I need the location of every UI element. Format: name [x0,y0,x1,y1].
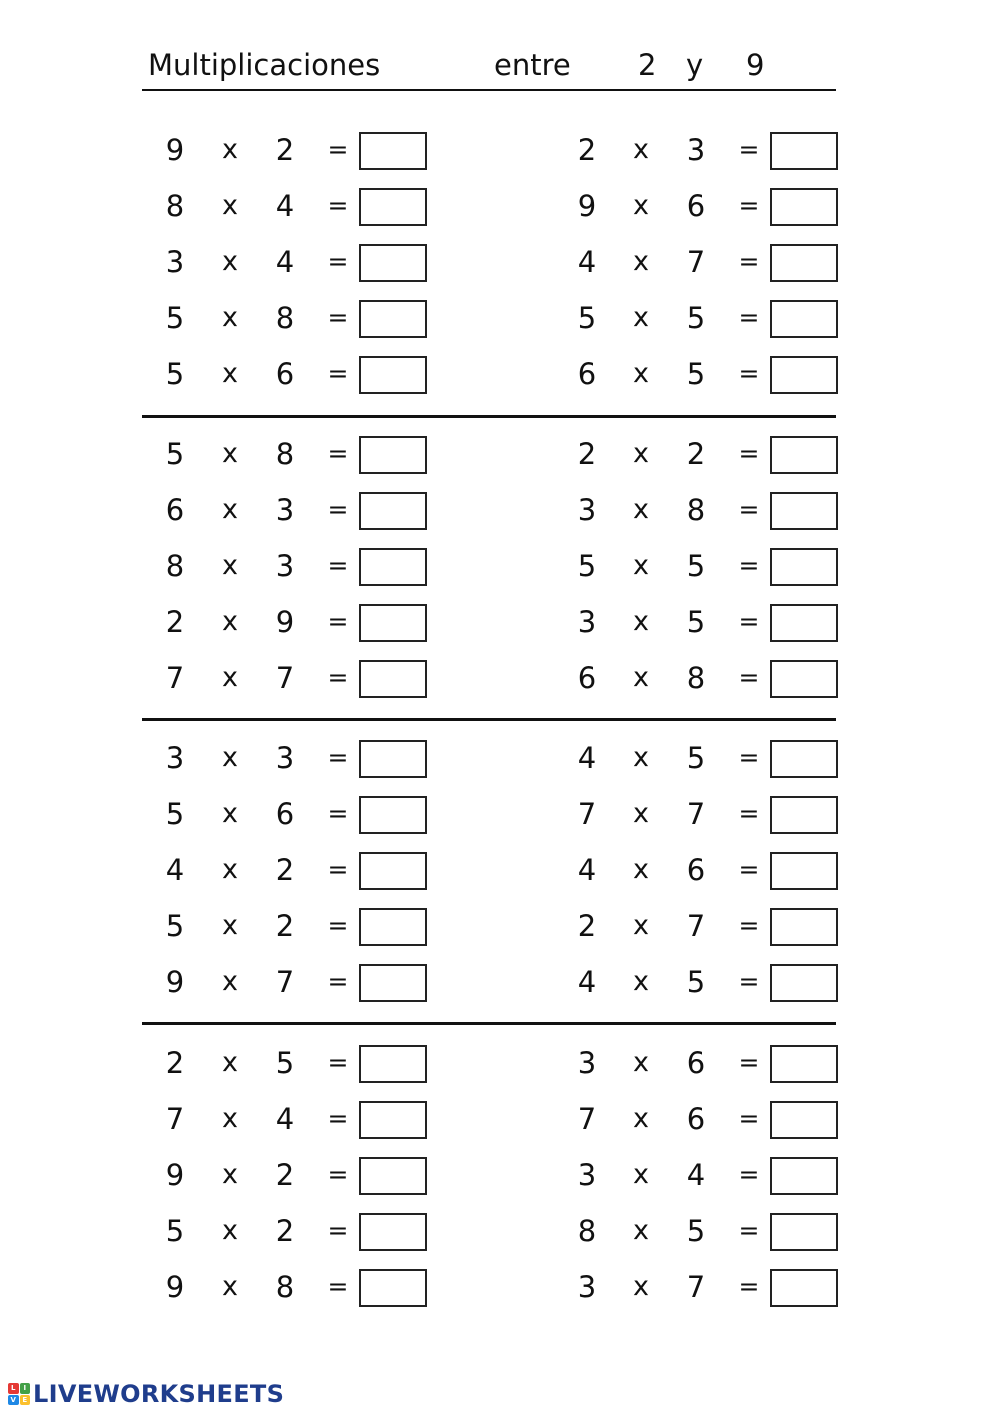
multiplication-problem [0,298,1000,338]
equals-sign: = [327,439,349,468]
second-factor: 8 [275,1270,295,1304]
second-factor: 5 [686,741,706,775]
logo-tile: E [20,1395,31,1406]
times-sign: x [222,1103,238,1134]
times-sign: x [633,494,649,525]
equals-sign: = [327,1048,349,1077]
times-sign: x [633,1159,649,1190]
first-factor: 3 [577,1270,597,1304]
first-factor: 2 [165,605,185,639]
header-conjunction: y [686,48,704,82]
first-factor: 2 [577,437,597,471]
second-factor: 5 [275,1046,295,1080]
multiplication-problem [0,434,1000,474]
equals-sign: = [738,967,760,996]
times-sign: x [222,798,238,829]
times-sign: x [633,966,649,997]
equals-sign: = [738,495,760,524]
multiplication-problem [0,186,1000,226]
first-factor: 4 [577,965,597,999]
logo-tile: I [20,1383,31,1394]
first-factor: 8 [165,549,185,583]
multiplication-problem [0,354,1000,394]
multiplication-problem [0,738,1000,778]
times-sign: x [633,550,649,581]
logo-tile: V [8,1395,19,1406]
first-factor: 9 [165,1270,185,1304]
header-rule [142,89,836,91]
first-factor: 4 [577,853,597,887]
answer-box[interactable] [770,548,838,586]
first-factor: 3 [577,1158,597,1192]
times-sign: x [633,798,649,829]
second-factor: 7 [275,965,295,999]
answer-box[interactable] [770,132,838,170]
first-factor: 9 [165,133,185,167]
multiplication-problem [0,658,1000,698]
equals-sign: = [327,911,349,940]
times-sign: x [633,606,649,637]
second-factor: 3 [686,133,706,167]
multiplication-problem [0,546,1000,586]
times-sign: x [222,1215,238,1246]
first-factor: 7 [577,797,597,831]
answer-box[interactable] [770,740,838,778]
times-sign: x [222,358,238,389]
multiplication-problem [0,1267,1000,1307]
first-factor: 8 [577,1214,597,1248]
times-sign: x [222,742,238,773]
second-factor: 2 [275,1214,295,1248]
answer-box[interactable] [770,1045,838,1083]
equals-sign: = [327,303,349,332]
answer-box[interactable] [770,908,838,946]
header-range-end: 9 [746,48,765,82]
first-factor: 5 [577,549,597,583]
multiplication-problem [0,130,1000,170]
first-factor: 5 [165,909,185,943]
times-sign: x [633,246,649,277]
first-factor: 9 [577,189,597,223]
second-factor: 2 [275,1158,295,1192]
times-sign: x [633,1271,649,1302]
second-factor: 4 [275,189,295,223]
equals-sign: = [738,1216,760,1245]
second-factor: 4 [275,1102,295,1136]
times-sign: x [222,1159,238,1190]
equals-sign: = [738,359,760,388]
first-factor: 5 [577,301,597,335]
equals-sign: = [327,135,349,164]
second-factor: 3 [275,741,295,775]
answer-box[interactable] [770,244,838,282]
first-factor: 4 [577,245,597,279]
first-factor: 6 [577,661,597,695]
times-sign: x [222,606,238,637]
equals-sign: = [327,743,349,772]
first-factor: 7 [577,1102,597,1136]
multiplication-problem [0,850,1000,890]
times-sign: x [633,358,649,389]
second-factor: 8 [275,301,295,335]
first-factor: 5 [165,357,185,391]
answer-box[interactable] [770,436,838,474]
group-divider [142,415,836,418]
times-sign: x [633,662,649,693]
first-factor: 8 [165,189,185,223]
multiplication-problem [0,1099,1000,1139]
second-factor: 3 [275,493,295,527]
equals-sign: = [738,607,760,636]
times-sign: x [222,854,238,885]
second-factor: 7 [686,797,706,831]
times-sign: x [222,494,238,525]
equals-sign: = [327,607,349,636]
first-factor: 6 [165,493,185,527]
footer-brand [8,1380,284,1408]
header-range-start: 2 [638,48,657,82]
times-sign: x [633,1215,649,1246]
second-factor: 7 [275,661,295,695]
second-factor: 5 [686,357,706,391]
times-sign: x [222,910,238,941]
multiplication-problem [0,1211,1000,1251]
second-factor: 8 [686,493,706,527]
multiplication-problem [0,602,1000,642]
first-factor: 7 [165,1102,185,1136]
first-factor: 7 [165,661,185,695]
group-divider [142,1022,836,1025]
equals-sign: = [327,855,349,884]
second-factor: 6 [686,189,706,223]
second-factor: 5 [686,549,706,583]
times-sign: x [633,1047,649,1078]
second-factor: 6 [686,1046,706,1080]
times-sign: x [633,854,649,885]
equals-sign: = [327,663,349,692]
first-factor: 5 [165,1214,185,1248]
multiplication-problem [0,1043,1000,1083]
first-factor: 9 [165,1158,185,1192]
multiplication-problem [0,242,1000,282]
times-sign: x [222,662,238,693]
times-sign: x [222,134,238,165]
second-factor: 5 [686,301,706,335]
first-factor: 9 [165,965,185,999]
first-factor: 4 [165,853,185,887]
equals-sign: = [738,911,760,940]
equals-sign: = [327,1272,349,1301]
answer-box[interactable] [770,964,838,1002]
equals-sign: = [738,551,760,580]
second-factor: 9 [275,605,295,639]
first-factor: 6 [577,357,597,391]
equals-sign: = [738,1160,760,1189]
first-factor: 3 [577,1046,597,1080]
times-sign: x [633,742,649,773]
second-factor: 8 [275,437,295,471]
times-sign: x [222,438,238,469]
second-factor: 4 [686,1158,706,1192]
second-factor: 5 [686,1214,706,1248]
answer-box[interactable] [770,796,838,834]
first-factor: 3 [165,741,185,775]
logo-tile: L [8,1383,19,1394]
first-factor: 5 [165,301,185,335]
group-divider [142,718,836,721]
times-sign: x [633,910,649,941]
first-factor: 5 [165,437,185,471]
first-factor: 3 [577,605,597,639]
second-factor: 2 [686,437,706,471]
equals-sign: = [738,303,760,332]
multiplication-problem [0,794,1000,834]
equals-sign: = [327,799,349,828]
answer-box[interactable] [770,1157,838,1195]
multiplication-problem [0,906,1000,946]
worksheet-header [0,44,1000,88]
second-factor: 2 [275,909,295,943]
answer-box[interactable] [770,1269,838,1307]
answer-box[interactable] [770,1213,838,1251]
answer-box[interactable] [770,1101,838,1139]
second-factor: 5 [686,965,706,999]
first-factor: 3 [577,493,597,527]
times-sign: x [222,1271,238,1302]
answer-box[interactable] [770,604,838,642]
multiplication-problem [0,962,1000,1002]
first-factor: 5 [165,797,185,831]
times-sign: x [633,134,649,165]
equals-sign: = [738,1048,760,1077]
equals-sign: = [738,1272,760,1301]
equals-sign: = [738,663,760,692]
second-factor: 7 [686,1270,706,1304]
second-factor: 3 [275,549,295,583]
first-factor: 2 [577,909,597,943]
second-factor: 2 [275,853,295,887]
equals-sign: = [327,551,349,580]
equals-sign: = [738,135,760,164]
equals-sign: = [327,191,349,220]
worksheet-title: Multiplicaciones [148,48,381,82]
equals-sign: = [738,191,760,220]
equals-sign: = [327,1104,349,1133]
answer-box[interactable] [770,660,838,698]
brand-name: LIVEWORKSHEETS [33,1380,285,1408]
equals-sign: = [738,743,760,772]
times-sign: x [222,550,238,581]
second-factor: 7 [686,245,706,279]
equals-sign: = [738,247,760,276]
second-factor: 4 [275,245,295,279]
second-factor: 6 [686,853,706,887]
equals-sign: = [327,247,349,276]
multiplication-problem [0,1155,1000,1195]
times-sign: x [222,190,238,221]
second-factor: 6 [275,797,295,831]
first-factor: 4 [577,741,597,775]
second-factor: 2 [275,133,295,167]
answer-box[interactable] [770,852,838,890]
equals-sign: = [738,439,760,468]
header-entre-label: entre [494,48,571,82]
answer-box[interactable] [770,492,838,530]
answer-box[interactable] [770,356,838,394]
multiplication-problem [0,490,1000,530]
times-sign: x [633,302,649,333]
equals-sign: = [738,855,760,884]
equals-sign: = [327,359,349,388]
first-factor: 2 [577,133,597,167]
second-factor: 6 [275,357,295,391]
first-factor: 3 [165,245,185,279]
equals-sign: = [327,495,349,524]
second-factor: 7 [686,909,706,943]
equals-sign: = [327,1160,349,1189]
answer-box[interactable] [770,300,838,338]
times-sign: x [633,190,649,221]
first-factor: 2 [165,1046,185,1080]
second-factor: 6 [686,1102,706,1136]
times-sign: x [222,966,238,997]
times-sign: x [222,1047,238,1078]
equals-sign: = [327,967,349,996]
times-sign: x [633,1103,649,1134]
liveworksheets-logo-icon [8,1383,30,1405]
times-sign: x [222,302,238,333]
second-factor: 5 [686,605,706,639]
second-factor: 8 [686,661,706,695]
equals-sign: = [738,799,760,828]
times-sign: x [633,438,649,469]
times-sign: x [222,246,238,277]
equals-sign: = [738,1104,760,1133]
answer-box[interactable] [770,188,838,226]
equals-sign: = [327,1216,349,1245]
